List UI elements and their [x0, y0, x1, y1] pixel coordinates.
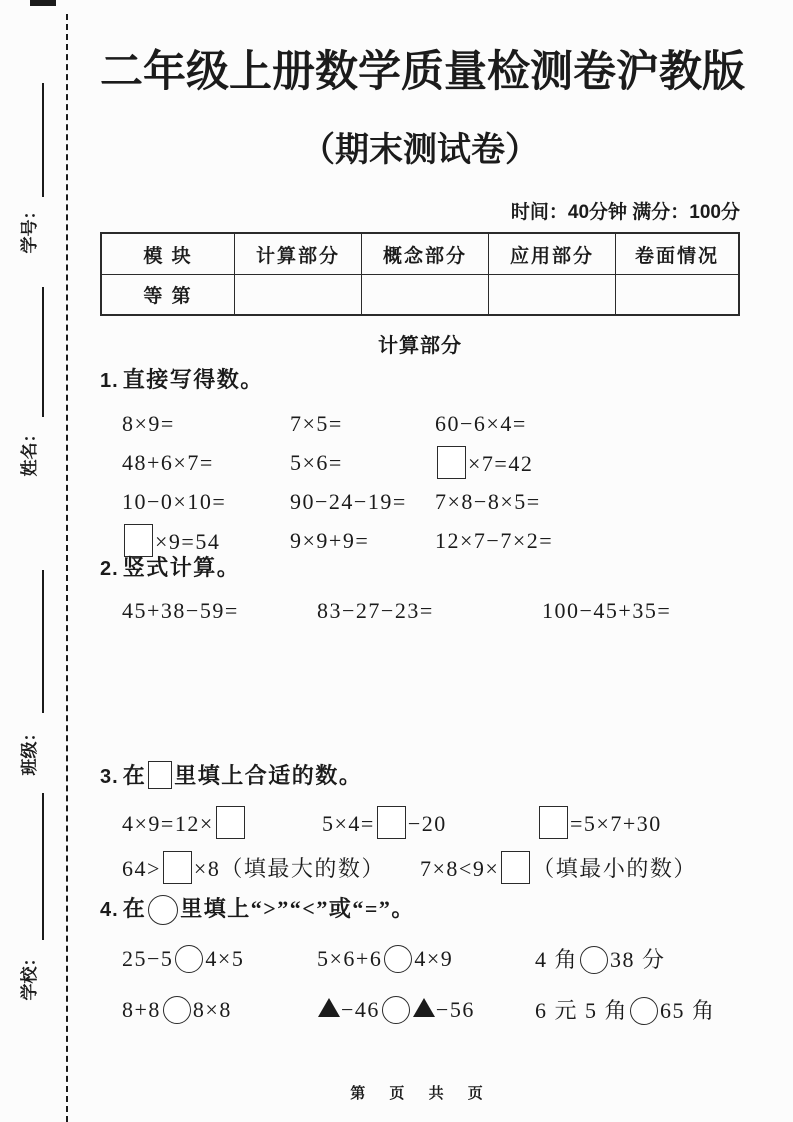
equation: 83−27−23=	[317, 598, 434, 623]
question-prompt: 直接写得数。	[122, 367, 264, 392]
equation: 45+38−59=	[122, 598, 239, 623]
equation: 64> ×8（填最大的数）	[122, 851, 420, 884]
equation: 60−6×4=	[435, 410, 527, 436]
equation-row	[122, 404, 748, 443]
equation-row	[122, 482, 748, 521]
question-3-heading	[100, 759, 748, 794]
exam-time-score-info: 时间：40分钟 满分：100分	[510, 202, 740, 223]
question-2-equations	[122, 592, 748, 630]
answer-box	[163, 851, 192, 884]
student-number-blank-line	[42, 83, 44, 197]
page-title: 二年级上册数学质量检测卷沪教版	[100, 48, 745, 96]
compare-circle	[163, 996, 191, 1024]
equation-row	[122, 845, 748, 890]
compare-circle	[148, 895, 178, 925]
score-table-grade-label: 等 第	[102, 274, 234, 314]
compare-circle	[384, 945, 412, 973]
question-number: 3.	[100, 766, 119, 788]
equation: 7×5=	[290, 410, 343, 436]
question-number: 4.	[100, 899, 119, 921]
question-prompt: 竖式计算。	[122, 555, 241, 580]
equation: 25−5 4×5	[122, 945, 245, 971]
score-table-header-module: 模 块	[143, 245, 193, 267]
equation: 5×6=	[290, 449, 343, 475]
school-label: 学校：	[20, 949, 39, 1001]
equation: 7×8<9× （填最小的数）	[420, 851, 748, 884]
class-blank-line	[42, 570, 44, 713]
equation: 5×4= −20	[322, 806, 537, 839]
equation: 48+6×7=	[122, 449, 214, 475]
equation: ×9=54	[122, 524, 290, 557]
score-table-grade-cell	[615, 274, 738, 314]
score-table-grade-cell	[361, 274, 488, 314]
equation: ×7=42	[435, 446, 748, 479]
score-table-grade-cell	[488, 274, 615, 314]
equation-row	[122, 592, 748, 630]
score-table-header-calculation: 计算部分	[234, 234, 361, 274]
equation-row	[122, 443, 748, 482]
equation: 100−45+35=	[542, 598, 672, 623]
question-number: 1.	[100, 370, 119, 392]
question-number: 2.	[100, 558, 119, 580]
triangle-symbol	[318, 998, 340, 1017]
question-2-heading	[100, 551, 748, 586]
answer-box	[216, 806, 245, 839]
question-prompt: 在 里填上“>”“<”或“=”。	[123, 896, 415, 921]
equation-row	[122, 984, 748, 1035]
equation: 5×6+6 4×9	[317, 945, 454, 971]
question-2	[100, 551, 748, 630]
equation: 10−0×10=	[122, 488, 227, 514]
equation: 8+8 8×8	[122, 996, 232, 1022]
answer-box	[539, 806, 568, 839]
equation: 7×8−8×5=	[435, 488, 541, 514]
compare-circle	[382, 996, 410, 1024]
binding-dashed-line	[66, 14, 68, 1122]
score-table-header-concept: 概念部分	[361, 234, 488, 274]
compare-circle	[630, 997, 658, 1025]
corner-registration-mark	[30, 0, 56, 6]
answer-box	[377, 806, 406, 839]
question-1	[100, 363, 748, 560]
equation: 4×9=12×	[122, 806, 322, 839]
equation-row	[122, 933, 748, 984]
question-1-heading	[100, 363, 748, 398]
student-number-label: 学号：	[20, 202, 39, 254]
equation: −46 −56	[317, 996, 535, 1024]
page-subtitle: （期末测试卷）	[301, 131, 539, 169]
compare-circle	[175, 945, 203, 973]
equation: 6 元 5 角 65 角	[535, 998, 716, 1023]
equation: 90−24−19=	[290, 488, 407, 514]
question-4-equations	[122, 933, 748, 1035]
score-table-header-neatness: 卷面情况	[615, 234, 738, 274]
student-name-label: 姓名：	[20, 425, 39, 477]
question-4-heading	[100, 892, 748, 927]
equation: 9×9+9=	[290, 527, 370, 553]
score-table-header-application: 应用部分	[488, 234, 615, 274]
triangle-symbol	[413, 998, 435, 1017]
equation: 12×7−7×2=	[435, 527, 554, 553]
question-4	[100, 892, 748, 1035]
equation: 8×9=	[122, 410, 175, 436]
compare-circle	[580, 946, 608, 974]
section-title: 计算部分	[378, 335, 462, 357]
question-3	[100, 759, 748, 890]
question-1-equations	[122, 404, 748, 560]
page-footer: 第 页 共 页	[350, 1085, 490, 1102]
answer-box	[501, 851, 530, 884]
class-label: 班级：	[20, 724, 39, 776]
school-blank-line	[42, 793, 44, 940]
score-table-grade-cell	[234, 274, 361, 314]
student-name-blank-line	[42, 287, 44, 417]
equation-row	[122, 800, 748, 845]
answer-box	[437, 446, 466, 479]
equation: 4 角 38 分	[535, 947, 666, 972]
equation: =5×7+30	[537, 806, 748, 839]
score-table	[100, 232, 740, 316]
answer-box	[148, 761, 172, 789]
question-3-equations	[122, 800, 748, 890]
question-prompt: 在 里填上合适的数。	[122, 763, 363, 788]
